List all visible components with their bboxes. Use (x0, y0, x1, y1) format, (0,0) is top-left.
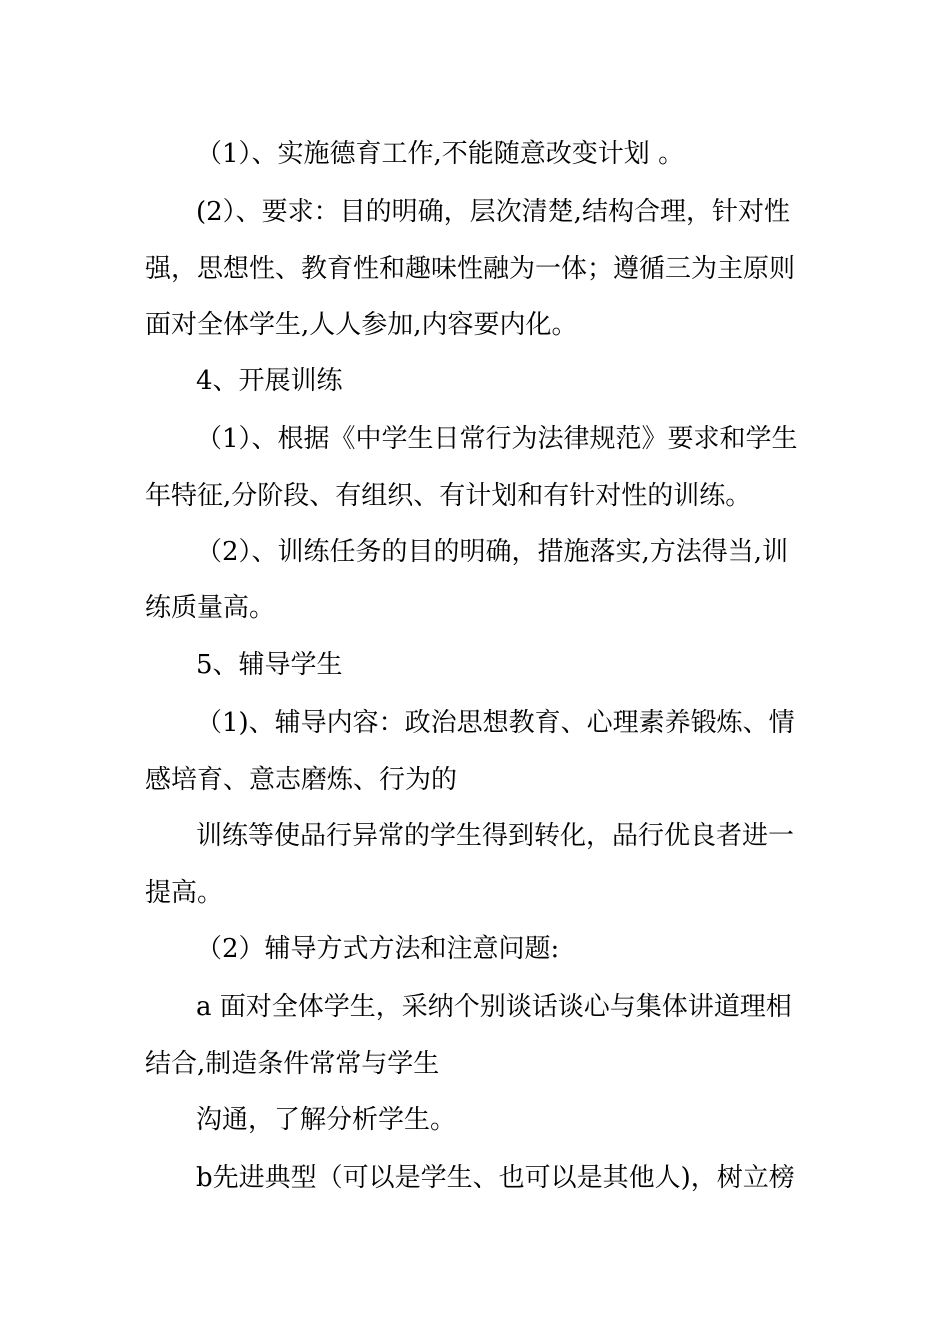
text-line: （2）辅导方式方法和注意问题: (196, 934, 560, 964)
text-line: b先进典型（可以是学生、也可以是其他人)，树立榜 (196, 1163, 795, 1193)
text-line: a 面对全体学生，采纳个别谈话谈心与集体讲道理相 (196, 992, 792, 1022)
text-line: 练质量高。 (145, 593, 276, 623)
text-line: 强，思想性、教育性和趣味性融为一体；遵循三为主原则 (145, 254, 796, 284)
text-line: （1）、实施德育工作,不能随意改变计划 。 (196, 139, 685, 169)
text-line: 年特征,分阶段、有组织、有计划和有针对性的训练。 (145, 481, 752, 511)
section-heading: 4、开展训练 (196, 366, 343, 396)
text-line: 结合,制造条件常常与学生 (145, 1049, 440, 1079)
text-line: 感培育、意志磨炼、行为的 (145, 765, 458, 795)
text-line: 沟通，了解分析学生。 (196, 1105, 457, 1135)
text-line: （1)、辅导内容：政治思想教育、心理素养锻炼、情 (196, 708, 795, 738)
text-line: （1）、根据《中学生日常行为法律规范》要求和学生 (196, 424, 798, 454)
text-line: 提高。 (145, 878, 224, 908)
text-line: 面对全体学生,人人参加,内容要内化。 (145, 310, 578, 340)
text-line: 训练等使品行异常的学生得到转化，品行优良者进一 (196, 821, 795, 851)
section-heading: 5、辅导学生 (196, 650, 343, 680)
text-line: (2）、要求：目的明确，层次清楚,结构合理，针对性 (196, 197, 790, 227)
text-line: （2）、训练任务的目的明确，措施落实,方法得当,训 (196, 537, 789, 567)
